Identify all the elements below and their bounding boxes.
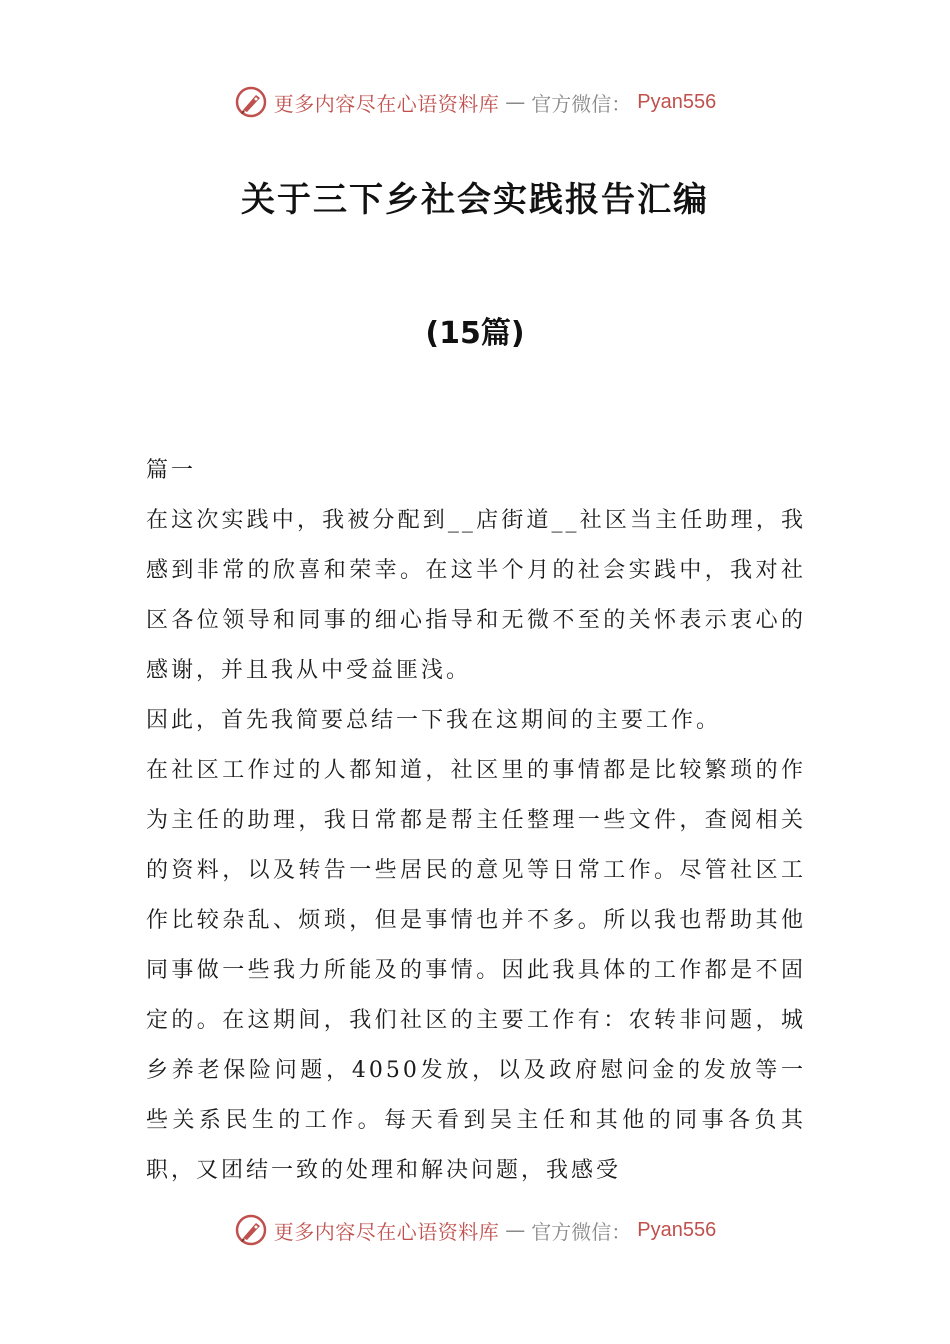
section-heading: 篇一	[146, 458, 197, 483]
document-subtitle: (15篇)	[425, 316, 525, 351]
paragraph: 在这次实践中，我被分配到__店街道__社区当主任助理，我感到非常的欣喜和荣幸。在这半个月的社会实践中，我对社区各位领导和同事的细心指导和无微不至的关怀表示衷心的感谢，并且我从中受益匪浅。	[146, 508, 806, 683]
footer-dash: —	[505, 1218, 526, 1242]
pen-nib-logo-icon	[234, 1213, 268, 1247]
document-body	[146, 446, 806, 1196]
banner-slogan: 更多内容尽在心语资料库	[273, 91, 500, 116]
paragraph: 在社区工作过的人都知道，社区里的事情都是比较繁琐的作为主任的助理，我日常都是帮主任整理一些文件，查阅相关的资料，以及转告一些居民的意见等日常工作。尽管社区工作比较杂乱、烦琐，但是事情也并不多。所以我也帮助其他同事做一些我力所能及的事情。因此我具体的工作都是不固定的。在这期间，我们社区的主要工作有：农转非问题，城乡养老保险问题，4050发放，以及政府慰问金的发放等一些关系民生的工作。每天看到吴主任和其他的同事各负其职，又团结一致的处理和解决问题，我感受	[146, 758, 806, 1183]
banner-dash: —	[505, 90, 526, 114]
banner-wechat-label: 官方微信：	[531, 91, 632, 116]
footer-wechat-id: Pyan556	[637, 1218, 717, 1241]
header-banner	[0, 80, 950, 124]
document-title: 关于三下乡社会实践报告汇编	[241, 180, 709, 220]
footer-banner	[0, 1208, 950, 1252]
paragraph: 因此，首先我简要总结一下我在这期间的主要工作。	[146, 708, 722, 733]
pen-nib-logo-icon	[234, 85, 268, 119]
banner-wechat-id: Pyan556	[637, 90, 717, 113]
footer-wechat-label: 官方微信：	[531, 1219, 632, 1244]
footer-slogan: 更多内容尽在心语资料库	[273, 1219, 500, 1244]
